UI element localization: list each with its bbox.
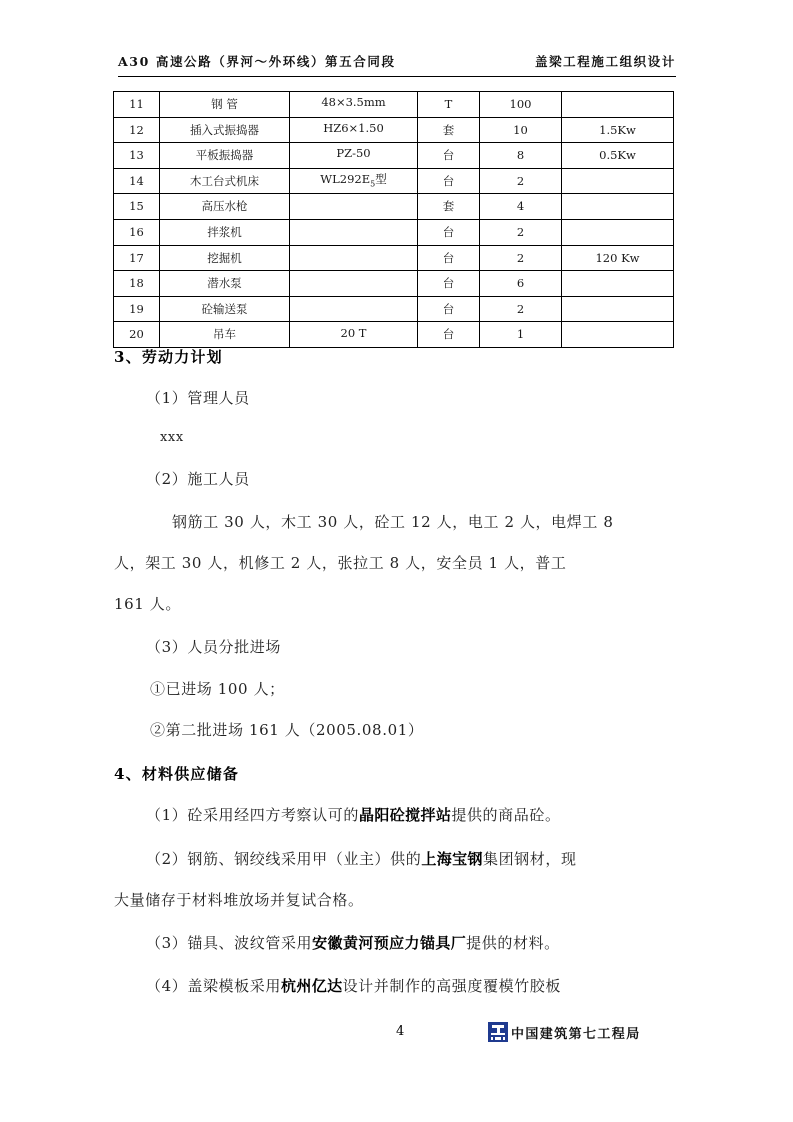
cell-unit: T — [418, 92, 480, 118]
labor-management-personnel-value: xxx — [160, 430, 184, 445]
cell-spec — [290, 92, 418, 118]
page-number: 4 — [396, 1024, 405, 1039]
cell-spec-suffix: 型 — [375, 172, 387, 187]
table-row — [114, 245, 674, 271]
cell-spec-text: PZ-50 — [336, 146, 371, 161]
material-item-4-supplier: 杭州亿达 — [280, 977, 343, 995]
labor-item-construction-personnel: （2）施工人员 — [146, 470, 250, 488]
cell-qty: 2 — [480, 168, 562, 194]
labor-item-phased-entry: （3）人员分批进场 — [146, 638, 281, 656]
cell-name: 挖掘机 — [160, 245, 290, 271]
cell-spec — [290, 194, 418, 220]
cell-spec — [290, 245, 418, 271]
material-item-2-line-2: 大量储存于材料堆放场并复试合格。 — [114, 891, 364, 909]
cell-name: 平板振捣器 — [160, 143, 290, 169]
cell-spec — [290, 322, 418, 348]
cell-spec — [290, 271, 418, 297]
material-item-2-suffix: 集团钢材，现 — [482, 850, 577, 868]
material-item-3-suffix: 提供的材料。 — [466, 934, 560, 952]
table-row — [114, 194, 674, 220]
cell-note — [562, 194, 674, 220]
cell-unit: 台 — [418, 271, 480, 297]
cell-qty: 8 — [480, 143, 562, 169]
equipment-table-body — [114, 92, 674, 348]
table-row — [114, 271, 674, 297]
material-item-2 — [146, 848, 577, 869]
material-item-2-prefix: （2）钢筋、钢绞线采用甲（业主）供的 — [146, 850, 422, 868]
material-item-3-prefix: （3）锚具、波纹管采用 — [146, 934, 313, 952]
section-heading-labor-plan: 3、劳动力计划 — [114, 348, 223, 366]
company-brand — [488, 1022, 641, 1042]
cell-qty: 100 — [480, 92, 562, 118]
cell-note — [562, 219, 674, 245]
cell-note — [562, 296, 674, 322]
labor-phased-entry-first: ①已进场 100 人； — [150, 680, 285, 698]
cell-note — [562, 168, 674, 194]
running-header — [118, 52, 676, 70]
table-row — [114, 322, 674, 348]
table-row — [114, 219, 674, 245]
cell-no: 11 — [114, 92, 160, 118]
cell-qty: 2 — [480, 296, 562, 322]
cell-name: 木工台式机床 — [160, 168, 290, 194]
cell-qty: 2 — [480, 219, 562, 245]
cell-no: 15 — [114, 194, 160, 220]
cell-name: 吊车 — [160, 322, 290, 348]
table-row — [114, 168, 674, 194]
cell-qty: 2 — [480, 245, 562, 271]
cell-no: 16 — [114, 219, 160, 245]
labor-personnel-line-1: 钢筋工 30 人，木工 30 人，砼工 12 人，电工 2 人，电焊工 8 — [172, 513, 614, 531]
labor-phased-entry-second: ②第二批进场 161 人（2005.08.01） — [150, 721, 424, 739]
header-project-title: A30 高速公路（界河～外环线）第五合同段 — [118, 54, 396, 69]
cell-no: 17 — [114, 245, 160, 271]
cell-note — [562, 322, 674, 348]
cell-unit: 台 — [418, 168, 480, 194]
cell-name: 钢 管 — [160, 92, 290, 118]
labor-personnel-line-3: 161 人。 — [114, 595, 181, 613]
material-item-2-supplier: 上海宝钢 — [421, 850, 483, 868]
header-divider-rule — [118, 76, 676, 77]
cell-spec — [290, 219, 418, 245]
cell-spec — [290, 143, 418, 169]
cell-no: 13 — [114, 143, 160, 169]
cell-spec-text: WL292E — [320, 172, 371, 187]
company-name: 中国建筑第七工程局 — [511, 1026, 641, 1042]
cell-no: 20 — [114, 322, 160, 348]
table-row — [114, 296, 674, 322]
cell-spec-text: HZ6×1.50 — [323, 120, 384, 135]
material-item-1-supplier: 晶阳砼搅拌站 — [358, 806, 452, 824]
material-item-1-suffix: 提供的商品砼。 — [451, 806, 561, 824]
material-item-4-prefix: （4）盖梁模板采用 — [146, 977, 281, 995]
table-row — [114, 92, 674, 118]
cell-no: 19 — [114, 296, 160, 322]
cell-name: 高压水枪 — [160, 194, 290, 220]
cell-unit: 台 — [418, 322, 480, 348]
cell-name: 砼输送泵 — [160, 296, 290, 322]
section-heading-material-supply: 4、材料供应储备 — [114, 765, 240, 783]
material-item-1-prefix: （1）砼采用经四方考察认可的 — [146, 806, 359, 824]
cell-no: 18 — [114, 271, 160, 297]
cell-note: 120 Kw — [562, 245, 674, 271]
material-item-3-supplier: 安徽黄河预应力锚具厂 — [312, 934, 467, 952]
cell-spec-sub: 5 — [370, 179, 376, 189]
table-row — [114, 143, 674, 169]
material-item-4 — [146, 975, 561, 996]
cell-qty: 10 — [480, 117, 562, 143]
cell-qty: 1 — [480, 322, 562, 348]
cell-name: 插入式振捣器 — [160, 117, 290, 143]
header-document-title: 盖梁工程施工组织设计 — [534, 54, 676, 69]
equipment-table — [113, 91, 674, 348]
material-item-3 — [146, 932, 560, 953]
cell-note: 1.5Kw — [562, 117, 674, 143]
table-row — [114, 117, 674, 143]
cell-unit: 台 — [418, 143, 480, 169]
cell-spec — [290, 296, 418, 322]
cell-unit: 套 — [418, 194, 480, 220]
cell-note: 0.5Kw — [562, 143, 674, 169]
cell-no: 12 — [114, 117, 160, 143]
cscec-logo-icon — [488, 1022, 508, 1042]
cell-qty: 4 — [480, 194, 562, 220]
cell-unit: 台 — [418, 245, 480, 271]
cell-unit: 台 — [418, 296, 480, 322]
cell-qty: 6 — [480, 271, 562, 297]
cell-unit: 台 — [418, 219, 480, 245]
cell-spec-text: 48×3.5mm — [321, 95, 386, 110]
material-item-1 — [146, 804, 561, 825]
labor-item-management-personnel: （1）管理人员 — [146, 389, 250, 407]
cell-unit: 套 — [418, 117, 480, 143]
cell-no: 14 — [114, 168, 160, 194]
cell-name: 拌浆机 — [160, 219, 290, 245]
cell-note — [562, 92, 674, 118]
cell-note — [562, 271, 674, 297]
cell-spec — [290, 117, 418, 143]
cell-spec-text: 20 T — [340, 325, 367, 340]
material-item-4-suffix: 设计并制作的高强度覆模竹胶板 — [342, 977, 561, 995]
labor-personnel-line-2: 人，架工 30 人，机修工 2 人，张拉工 8 人，安全员 1 人，普工 — [114, 554, 567, 572]
cell-name: 潜水泵 — [160, 271, 290, 297]
cell-spec — [290, 168, 418, 194]
